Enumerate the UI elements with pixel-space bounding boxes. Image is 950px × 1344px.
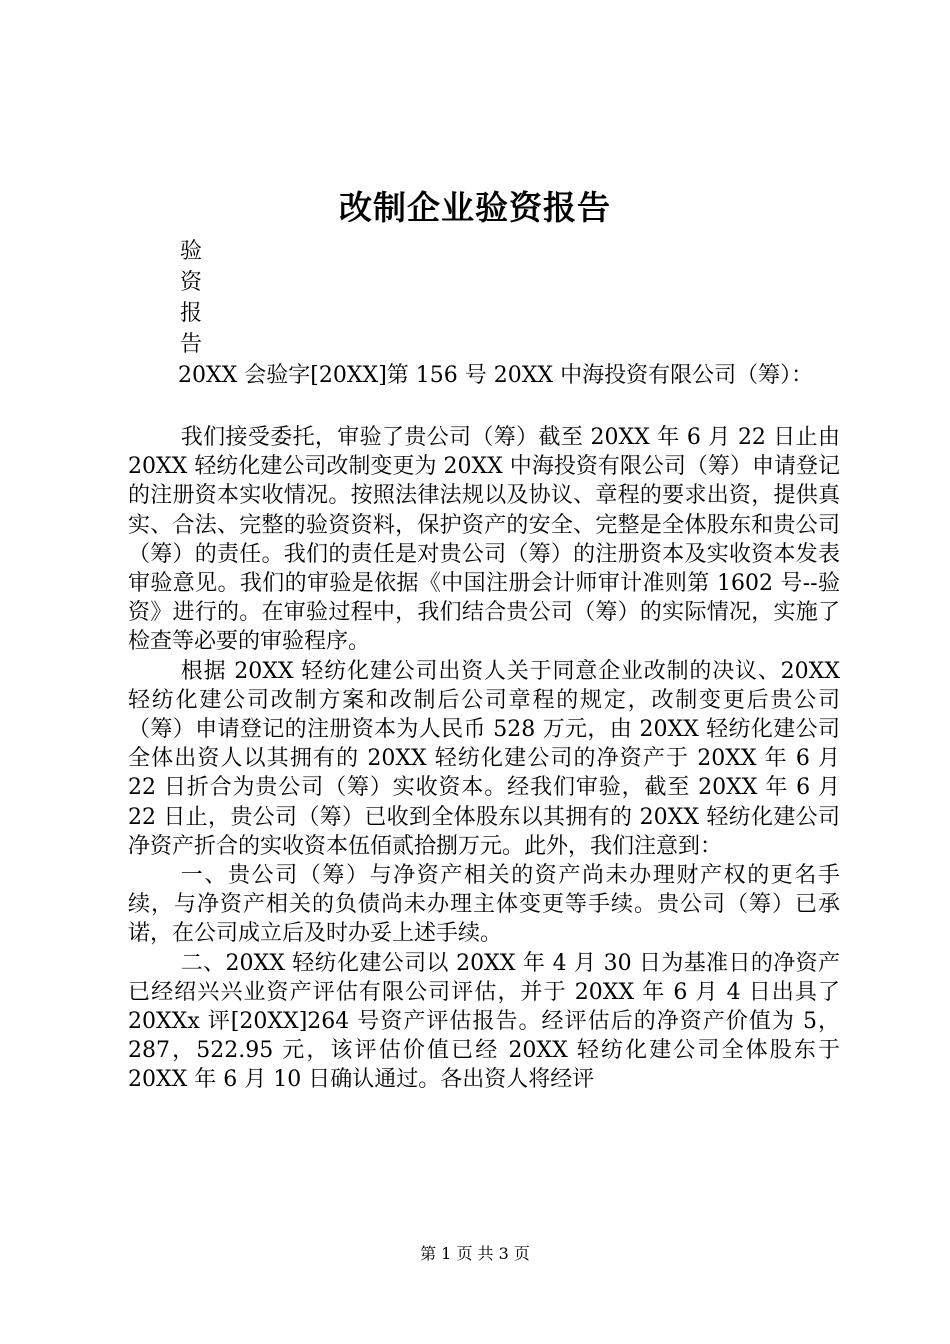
paragraph: 根据 20XX 轻纺化建公司出资人关于同意企业改制的决议、20XX 轻纺化建公司改制方案和改制后公司章程的规定，改制变更后贵公司（筹）申请登记的注册资本为人民币 528 万元，由 20XX 轻纺化建公司全体出资人以其拥有的 20XX 轻纺化建公司的净资产于 20XX 年 6 月 22 日折合为贵公司（筹）实收资本。经我们审验，截至 20XX 年 6 月 22 日止，贵公司（筹）已收到全体股东以其拥有的 20XX 轻纺化建公司净资产折合的实收资本伍佰贰拾捌万元。此外，我们注意到： (128, 658, 840, 859)
heading-char: 资 (180, 270, 203, 295)
document-title: 改制企业验资报告 (339, 188, 611, 227)
vertical-heading (180, 236, 220, 360)
paragraph: 一、贵公司（筹）与净资产相关的资产尚未办理财产权的更名手续，与净资产相关的负债尚未办理主体变更等手续。贵公司（筹）已承诺，在公司成立后及时办妥上述手续。 (128, 863, 840, 947)
page-footer: 第 1 页 共 3 页 (420, 1244, 530, 1263)
paragraph: 二、20XX 轻纺化建公司以 20XX 年 4 月 30 日为基准日的净资产已经绍兴兴业资产评估有限公司评估，并于 20XX 年 6 月 4 日出具了 20XXx 评[20XX]264 号资产评估报告。经评估后的净资产价值为 5，287，522.95 元，该评估价值已经 20XX 轻纺化建公司全体股东于 20XX 年 6 月 10 日确认通过。各出资人将经评 (128, 950, 840, 1093)
heading-char: 告 (180, 332, 203, 357)
heading-char: 验 (180, 239, 203, 264)
paragraph: 我们接受委托，审验了贵公司（筹）截至 20XX 年 6 月 22 日止由 20XX 轻纺化建公司改制变更为 20XX 中海投资有限公司（筹）申请登记的注册资本实收情况。按照法律法规以及协议、章程的要求出资，提供真实、合法、完整的验资资料，保护资产的安全、完整是全体股东和贵公司（筹）的责任。我们的责任是对贵公司（筹）的注册资本及实收资本发表审验意见。我们的审验是依据《中国注册会计师审计准则第 1602 号--验资》进行的。在审验过程中，我们结合贵公司（筹）的实际情况，实施了检查等必要的审验程序。 (128, 425, 840, 655)
heading-char: 报 (180, 301, 203, 326)
reference-line: 20XX 会验字[20XX]第 156 号 20XX 中海投资有限公司（筹）： (178, 363, 814, 388)
body-text (128, 423, 840, 1095)
